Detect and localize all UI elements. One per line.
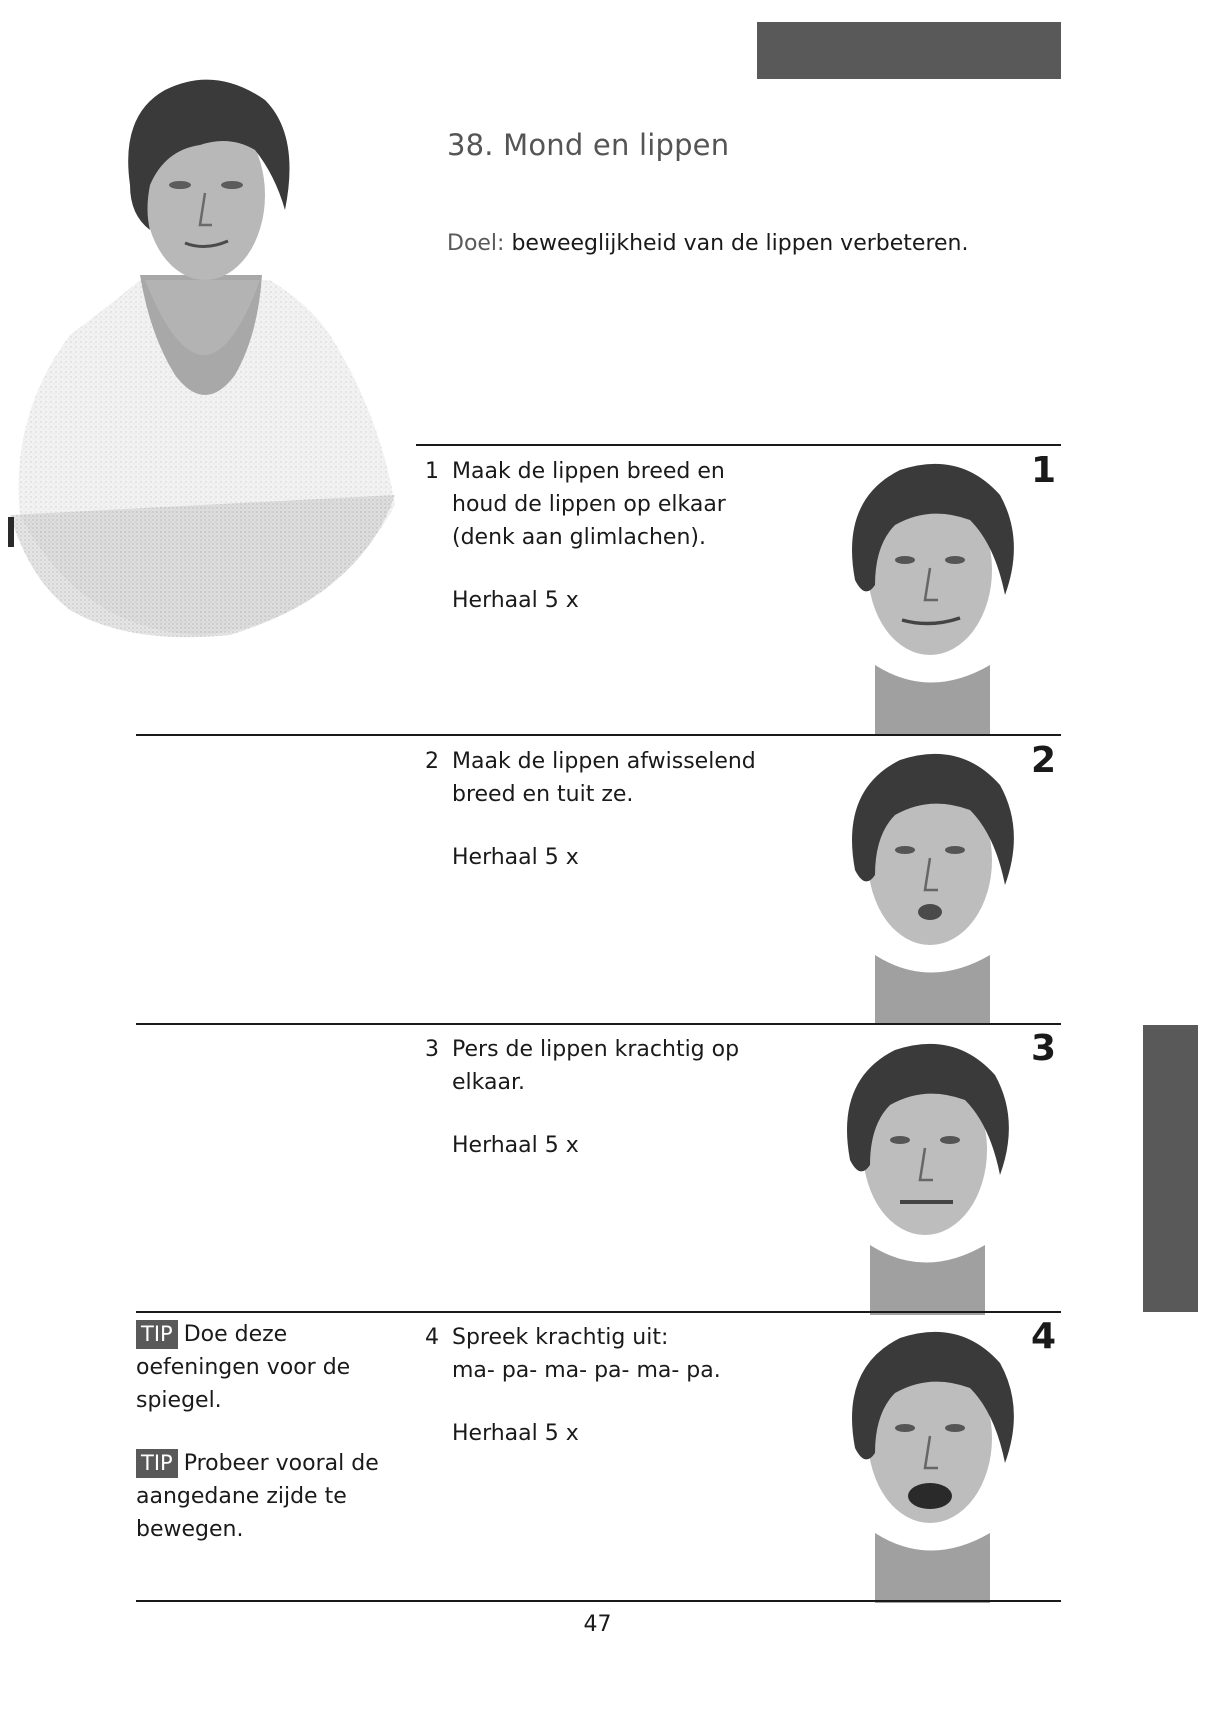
goal-text: beweeglijkheid van de lippen verbeteren.	[511, 231, 969, 256]
tip-2-text: Probeer vooral de	[183, 1451, 379, 1476]
goal-label: Doel:	[447, 231, 505, 256]
step-3-text	[425, 1033, 765, 1099]
tip-2-text-line: aangedane zijde te	[136, 1484, 347, 1509]
step-1-number: 1	[425, 459, 439, 484]
chapter-tab	[1143, 1025, 1198, 1312]
step-4-divider	[136, 1311, 1061, 1313]
step-3-repeat: Herhaal 5 x	[452, 1133, 579, 1158]
step-3-divider	[136, 1023, 1061, 1025]
goal-statement	[447, 231, 968, 256]
header-bar	[757, 22, 1061, 79]
step-1-line: (denk aan glimlachen).	[452, 525, 706, 550]
step-1-line: Maak de lippen breed en	[452, 459, 725, 484]
step-2-divider	[136, 734, 1061, 736]
step-3-number: 3	[425, 1037, 439, 1062]
step-4-big-number: 4	[1030, 1316, 1056, 1357]
tip-2	[136, 1447, 406, 1546]
tip-2-label: TIP	[136, 1449, 178, 1478]
step-3-big-number: 3	[1030, 1028, 1056, 1069]
step-2-number: 2	[425, 749, 439, 774]
step-3-face-image	[825, 1030, 1025, 1315]
step-4-face-image	[830, 1318, 1030, 1603]
step-3-line: Pers de lippen krachtig op	[452, 1037, 740, 1062]
page-title: 38. Mond en lippen	[447, 128, 730, 162]
step-4-line: Spreek krachtig uit:	[452, 1325, 669, 1350]
step-2-big-number: 2	[1030, 740, 1056, 781]
step-2-text	[425, 745, 765, 811]
tip-2-text-line: bewegen.	[136, 1517, 244, 1542]
step-1-repeat: Herhaal 5 x	[452, 588, 579, 613]
step-3-line: elkaar.	[452, 1070, 525, 1095]
step-4-repeat: Herhaal 5 x	[452, 1421, 579, 1446]
step-1-face-image	[830, 450, 1030, 735]
tip-1-text-line: oefeningen voor de	[136, 1355, 351, 1380]
step-4-line: ma- pa- ma- pa- ma- pa.	[452, 1358, 721, 1383]
page-number: 47	[583, 1612, 612, 1637]
step-2-face-image	[830, 740, 1030, 1025]
tip-1	[136, 1318, 406, 1417]
footer-divider	[136, 1600, 1061, 1602]
step-1-divider	[416, 444, 1061, 446]
step-1-line: houd de lippen op elkaar	[452, 492, 726, 517]
tip-1-text-line: spiegel.	[136, 1388, 222, 1413]
step-1-big-number: 1	[1030, 450, 1056, 491]
main-portrait-image	[0, 35, 405, 660]
tip-1-text: Doe deze	[183, 1322, 288, 1347]
step-2-line: Maak de lippen afwisselend	[452, 749, 756, 774]
step-2-line: breed en tuit ze.	[452, 782, 634, 807]
step-1-text	[425, 455, 765, 554]
step-4-text	[425, 1321, 765, 1387]
step-2-repeat: Herhaal 5 x	[452, 845, 579, 870]
tip-1-label: TIP	[136, 1320, 178, 1349]
step-4-number: 4	[425, 1325, 439, 1350]
